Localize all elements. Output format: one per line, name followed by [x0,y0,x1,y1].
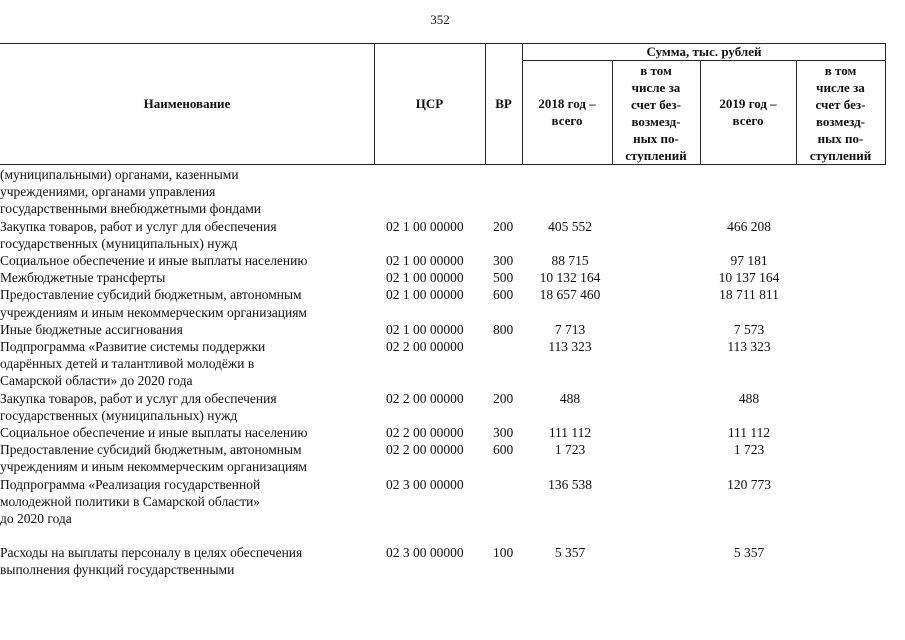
row-2018-total: 18 657 460 [539,287,601,303]
row-vr: 600 [493,442,514,458]
row-2019-total: 1 723 [733,442,765,458]
table-row [0,269,886,286]
row-2018-total: 10 132 164 [539,270,601,286]
row-2018-total: 136 538 [548,476,592,492]
table-row [0,166,886,218]
row-2019-total: 18 711 811 [719,287,779,303]
header-2018-grants: в том числе за счет без- возмезд- ных по- ступлений [625,63,687,163]
row-2019-total: 7 573 [733,321,765,337]
row-name: Предоставление субсидий бюджетным, автономным учреждениям и иным некоммерческим организациям [0,442,307,475]
row-csr: 02 1 00 00000 [386,270,464,286]
table-row [0,544,886,578]
table-row [0,390,886,424]
header-csr: ЦСР [415,96,444,111]
table-row [0,218,886,252]
row-2018-total: 5 357 [554,545,586,561]
header-name: Наименование [143,96,231,111]
row-2019-total: 10 137 164 [718,270,780,286]
row-2019-total: 97 181 [730,252,768,268]
row-name: Расходы на выплаты персоналу в целях обеспечения выполнения функций государственными [0,545,303,578]
row-csr: 02 1 00 00000 [386,321,464,337]
row-2018-total: 113 323 [548,338,592,354]
row-name: Подпрограмма «Реализация государственной молодежной политики в Самарской области» до 2020 года [0,476,261,526]
row-vr: 600 [493,287,514,303]
row-2019-total: 466 208 [727,218,771,234]
row-name: Иные бюджетные ассигнования [0,321,183,337]
row-vr: 800 [493,321,514,337]
table-row [0,286,886,320]
row-csr: 02 2 00 00000 [386,442,464,458]
row-2018-total: 1 723 [554,442,586,458]
row-2018-total: 111 112 [548,424,592,440]
row-2018-total: 488 [559,390,581,406]
row-name: Социальное обеспечение и иные выплаты населению [0,252,308,268]
row-csr: 02 3 00 00000 [386,545,464,561]
table-row [0,338,886,390]
row-csr: 02 1 00 00000 [386,252,464,268]
header-sum-divider [522,60,886,61]
table-row [0,441,886,475]
table-header [0,43,886,165]
row-name: Социальное обеспечение и иные выплаты населению [0,424,308,440]
header-bottom-border [0,164,886,165]
row-name: Подпрограмма «Развитие системы поддержки одарённых детей и талантливой молодёжи в Самарской области» до 2020 года [0,338,266,389]
row-csr: 02 2 00 00000 [386,424,464,440]
row-2019-total: 120 773 [727,476,771,492]
row-vr: 300 [493,424,514,440]
row-csr: 02 1 00 00000 [386,287,464,303]
row-name: (муниципальными) органами, казенными учреждениями, органами управления государственными внебюджетными фондами [0,167,262,217]
header-2019-total: 2019 год – всего [719,96,777,128]
page-number: 352 [430,12,450,27]
row-2019-total: 111 112 [727,424,771,440]
row-2018-total: 405 552 [548,218,592,234]
row-csr: 02 2 00 00000 [386,338,464,354]
row-vr: 500 [493,270,514,286]
row-name: Закупка товаров, работ и услуг для обеспечения государственных (муниципальных) нужд [0,218,277,251]
row-vr: 300 [493,252,514,268]
table-row [0,527,886,544]
header-divider [885,43,886,165]
header-2018-total: 2018 год – всего [538,96,596,128]
row-csr: 02 1 00 00000 [386,218,464,234]
row-name: Межбюджетные трансферты [0,270,166,286]
header-2019-grants: в том числе за счет без- возмезд- ных по- ступлений [809,63,872,163]
row-2019-total: 113 323 [727,338,771,354]
table-row [0,476,886,528]
row-name: Закупка товаров, работ и услуг для обеспечения государственных (муниципальных) нужд [0,390,277,423]
row-2018-total: 88 715 [551,252,589,268]
header-sum-title: Сумма, тыс. рублей [646,44,762,59]
row-vr: 100 [493,545,514,561]
row-vr: 200 [493,390,514,406]
row-vr: 200 [493,218,514,234]
table-row [0,252,886,269]
row-2019-total: 5 357 [733,545,765,561]
row-csr: 02 2 00 00000 [386,390,464,406]
table-body [0,166,886,579]
row-2018-total: 7 713 [554,321,586,337]
row-name: Предоставление субсидий бюджетным, автономным учреждениям и иным некоммерческим организациям [0,287,307,320]
table-row [0,424,886,441]
row-csr: 02 3 00 00000 [386,476,464,492]
row-2019-total: 488 [738,390,760,406]
header-vr: ВР [495,96,512,111]
table-row [0,321,886,338]
